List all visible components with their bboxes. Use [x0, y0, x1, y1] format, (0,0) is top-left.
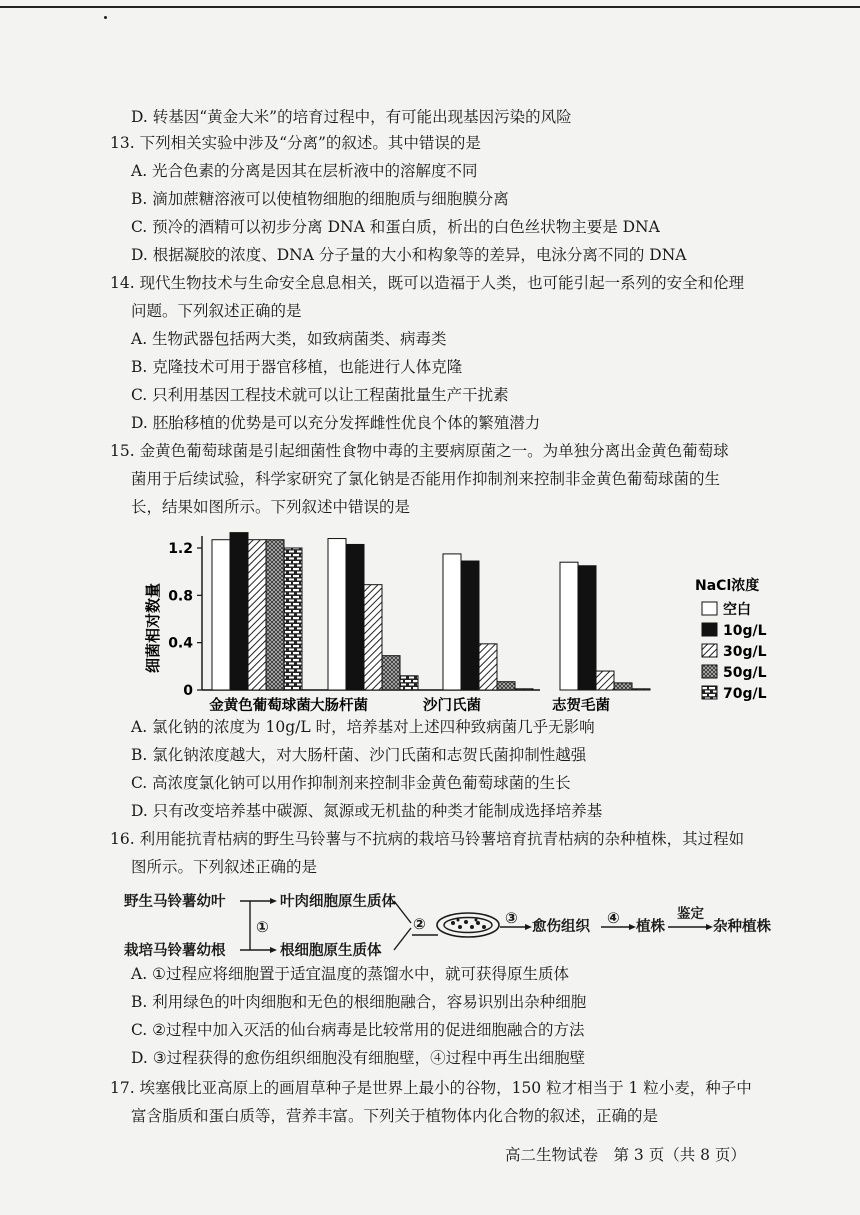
legend-swatch	[702, 686, 717, 699]
legend-swatch	[702, 602, 717, 615]
step3-label: ③	[505, 909, 518, 927]
q15-option-b: B. 氯化钠浓度越大，对大肠杆菌、沙门氏菌和志贺氏菌抑制性越强	[131, 746, 587, 764]
q16-stem-2: 图所示。下列叙述正确的是	[131, 858, 318, 876]
q13-option-a: A. 光合色素的分离是因其在层析液中的溶解度不同	[131, 162, 478, 180]
x-tick-label: 金黄色葡萄球菌	[209, 698, 311, 714]
callus-label: 愈伤组织	[532, 919, 590, 935]
plant-label: 植株	[636, 919, 665, 935]
bar-30g-per-L-2	[479, 644, 497, 690]
identify-arrowhead	[706, 924, 713, 930]
nacl-bar-chart	[140, 518, 790, 718]
bar-空白-1	[328, 539, 346, 690]
q14-option-c: C. 只利用基因工程技术就可以让工程菌批量生产干扰素	[131, 386, 509, 404]
step4-arrowhead	[629, 924, 636, 930]
top-rule	[0, 6, 860, 8]
bar-30g-per-L-0	[248, 540, 266, 690]
top-dot	[104, 16, 107, 19]
legend-title: NaCl浓度	[695, 578, 760, 594]
petri-dish-icon	[437, 913, 499, 937]
q13-option-c: C. 预冷的酒精可以初步分离 DNA 和蛋白质，析出的白色丝状物主要是 DNA	[131, 218, 660, 236]
step2-label: ②	[413, 915, 426, 933]
petri-dish-inner	[444, 918, 492, 933]
step3-arrowhead	[525, 924, 532, 930]
identify-label: 鉴定	[677, 906, 704, 922]
hybrid-plant-label: 杂种植株	[713, 919, 771, 935]
q14-option-b: B. 克隆技术可用于器官移植，也能进行人体克隆	[131, 358, 463, 376]
leaf-arrowhead	[270, 898, 277, 904]
legend-entry: 空白	[723, 602, 751, 618]
x-tick-label: 沙门氏菌	[423, 698, 481, 714]
q14-stem-1: 14. 现代生物技术与生命安全息息相关，既可以造福于人类，也可能引起一系列的安全和伦理	[110, 274, 745, 292]
bar-50g-per-L-1	[382, 656, 400, 690]
bar-10g-per-L-3	[578, 566, 596, 690]
y-tick-label: 0	[183, 683, 193, 699]
x-tick-labels	[209, 696, 610, 714]
step4-label: ④	[607, 909, 620, 927]
fusion-process-diagram	[120, 883, 800, 963]
cultivated-potato-root-label: 栽培马铃薯幼根	[124, 943, 226, 959]
q13-option-d: D. 根据凝胶的浓度、DNA 分子量的大小和构象等的差异，电泳分离不同的 DNA	[131, 246, 687, 264]
x-tick-label: 志贺毛菌	[552, 698, 610, 714]
chart-bars	[212, 533, 650, 690]
y-tick-label: 0.4	[168, 635, 193, 652]
q16-option-d: D. ③过程获得的愈伤组织细胞没有细胞壁，④过程中再生出细胞壁	[131, 1049, 586, 1067]
q13-stem: 13. 下列相关实验中涉及“分离”的叙述。其中错误的是	[110, 134, 481, 152]
bar-70g-per-L-3	[632, 689, 650, 690]
q16-option-a: A. ①过程应将细胞置于适宜温度的蒸馏水中，就可获得原生质体	[131, 965, 569, 983]
q14-stem-2: 问题。下列叙述正确的是	[131, 302, 302, 320]
q13-option-b: B. 滴加蔗糖溶液可以使植物细胞的细胞质与细胞膜分离	[131, 190, 509, 208]
bar-10g-per-L-1	[346, 544, 364, 690]
legend-entry: 50g/L	[723, 665, 767, 681]
bar-70g-per-L-1	[400, 676, 418, 690]
q14-option-a: A. 生物武器包括两大类，如致病菌类、病毒类	[131, 330, 447, 348]
page-footer: 高二生物试卷 第 3 页（共 8 页）	[505, 1146, 746, 1164]
bar-空白-2	[443, 554, 461, 690]
converge-line-top	[394, 901, 411, 923]
bar-30g-per-L-3	[596, 671, 614, 690]
q17-stem-1: 17. 埃塞俄比亚高原上的画眉草种子是世界上最小的谷物，150 粒才相当于 1 粒小麦，种子中	[110, 1079, 752, 1097]
q16-option-b: B. 利用绿色的叶肉细胞和无色的根细胞融合，容易识别出杂种细胞	[131, 993, 587, 1011]
legend-swatch	[702, 665, 717, 678]
petri-dish-cells	[451, 919, 486, 930]
q15-stem-1: 15. 金黄色葡萄球菌是引起细菌性食物中毒的主要病原菌之一。为单独分离出金黄色葡萄球	[110, 442, 729, 460]
legend-swatch	[702, 623, 717, 636]
y-axis-label	[144, 583, 162, 673]
wild-potato-leaf-label: 野生马铃薯幼叶	[124, 894, 226, 910]
q16-option-c: C. ②过程中加入灭活的仙台病毒是比较常用的促进细胞融合的方法	[131, 1021, 585, 1039]
bar-空白-0	[212, 540, 230, 690]
q15-stem-3: 长，结果如图所示。下列叙述中错误的是	[131, 498, 411, 516]
step1-label: ①	[256, 918, 269, 936]
bar-70g-per-L-0	[284, 548, 302, 690]
legend-swatch	[702, 644, 717, 657]
q17-stem-2: 富含脂质和蛋白质等，营养丰富。下列关于植物体内化合物的叙述，正确的是	[131, 1107, 659, 1125]
q15-stem-2: 菌用于后续试验，科学家研究了氯化钠是否能用作抑制剂来控制非金黄色葡萄球菌的生	[131, 470, 721, 488]
q15-option-c: C. 高浓度氯化钠可以用作抑制剂来控制非金黄色葡萄球菌的生长	[131, 774, 571, 792]
q15-option-a: A. 氯化钠的浓度为 10g/L 时，培养基对上述四种致病菌几乎无影响	[131, 718, 595, 736]
y-tick-label: 0.8	[168, 588, 193, 605]
bar-10g-per-L-0	[230, 533, 248, 690]
y-tick-label: 1.2	[168, 541, 193, 557]
root-arrowhead	[270, 947, 277, 953]
bar-30g-per-L-1	[364, 585, 382, 690]
q14-option-d: D. 胚胎移植的优势是可以充分发挥雌性优良个体的繁殖潜力	[131, 414, 541, 432]
legend-entry: 30g/L	[723, 644, 767, 660]
q12-option-d: D. 转基因“黄金大米”的培育过程中，有可能出现基因污染的风险	[131, 108, 572, 126]
bar-50g-per-L-0	[266, 540, 284, 690]
y-axis-label-text: 细菌相对数量	[144, 582, 162, 674]
chart-legend	[695, 577, 767, 702]
legend-entry: 70g/L	[723, 686, 767, 702]
x-tick-label: 大肠杆菌	[310, 698, 368, 714]
bar-10g-per-L-2	[461, 561, 479, 690]
q15-option-d: D. 只有改变培养基中碳源、氮源或无机盐的种类才能制成选择培养基	[131, 802, 603, 820]
bar-70g-per-L-2	[515, 689, 533, 690]
bar-50g-per-L-2	[497, 682, 515, 690]
legend-entry: 10g/L	[723, 623, 767, 639]
root-protoplast-label: 根细胞原生质体	[280, 943, 382, 959]
converge-line-bottom	[394, 928, 411, 950]
leaf-protoplast-label: 叶肉细胞原生质体	[280, 894, 396, 910]
bar-50g-per-L-3	[614, 683, 632, 690]
bar-空白-3	[560, 562, 578, 690]
q16-stem-1: 16. 利用能抗青枯病的野生马铃薯与不抗病的栽培马铃薯培育抗青枯病的杂种植株，其过程如	[110, 830, 745, 848]
